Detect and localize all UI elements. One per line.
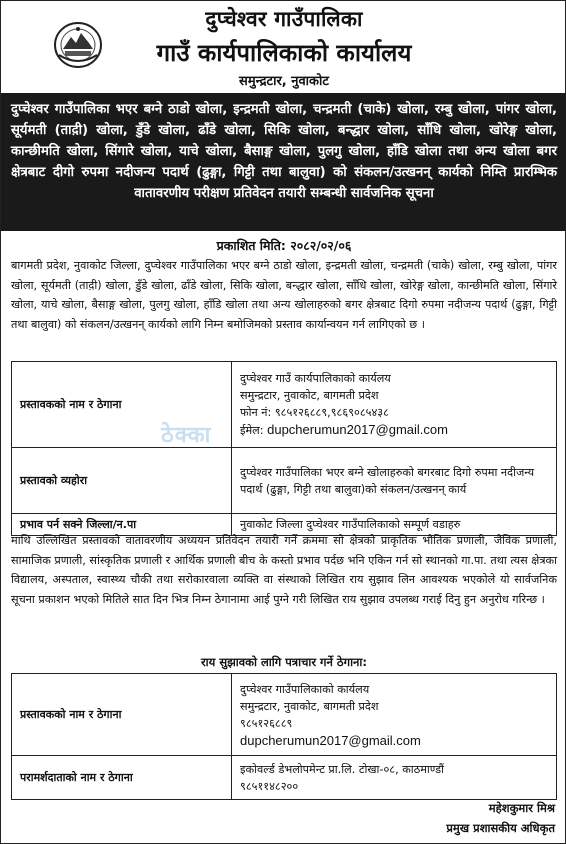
municipality-name: दुप्चेश्वर गाउँपालिका bbox=[205, 7, 363, 31]
proponent-phone: ९८५१२६८८९ bbox=[240, 716, 293, 730]
signatory-title: प्रमुख प्रशासकीय अधिकृत bbox=[446, 821, 555, 835]
proposal-description: दुप्चेश्वर गाउँपालिका भएर बग्ने खोलाहरुको बगरबाट दिगो रुपमा नदीजन्य पदार्थ (ढुङ्गा, गिट्टी तथा बालुवा)को संकलन/उत्खनन् कार्य bbox=[232, 448, 557, 514]
intro-paragraph: बागमती प्रदेश, नुवाकोट जिल्ला, दुप्चेश्वर गाउँपालिका भएर बग्ने ठाडो खोला, इन्द्रमती खोला, चन्द्रमती (चाके) खोला, रम्बु खोला, पांगर खोला, सूर्यमती (ताद़ी) खोला, डुँडे खोला, ढाँडे खोला, सिकि खोला, बन्द्धार खोला, साँधि खोला, खोरेङ्ग खोला, कान्छीमति खोला, सिंगारे खोला, याचे खोला, बैसाङ्ग खोला, पुलगु खोला, हाँडि खोला तथा अन्य खोलाहरुको बगर क्षेत्रबाट दिगो रुपमा नदीजन्य पदार्थ (ढुङ्गा, गिट्टी तथा बालुवा) को संकलन/उत्खनन् कार्यको लागि निम्न बमोजिमको प्रस्ताव कार्यान्वयन गर्न लागिएको छ । bbox=[11, 259, 557, 331]
proponent-email-line bbox=[240, 421, 548, 439]
proponent-email: dupcherumun2017@gmail.com bbox=[240, 732, 421, 748]
watermark: ठेक्का bbox=[161, 422, 212, 447]
proponent-label: प्रस्तावकको नाम र ठेगाना bbox=[12, 674, 232, 756]
notice-title: दुप्चेश्वर गाउँपालिका भएर बग्ने ठाडो खोला, इन्द्रमती खोला, चन्द्रमती (चाके) खोला, रम्बु खोला, पांगर खोला, सूर्यमती (ताद़ी) खोला, डुँडे खोला, ढाँडे खोला, सिकि खोला, बन्द्धार खोला, साँधि खोला, खोरेङ्ग खोला, कान्छीमति खोला, सिंगारे खोला, याचे खोला, बैसाङ्ग खोला, पुलगु खोला, हाँडि खोला तथा अन्य खोला बगर क्षेत्रबाट दीगो रुपमा नदीजन्य पदार्थ (ढुङ्गा, गिट्टी तथा बालुवा) को संकलन/उत्खनन् कार्यको निम्ति प्रारम्भिक वातावरणीय परीक्षण प्रतिवेदन तयारी सम्बन्धी सार्वजनिक सूचना bbox=[11, 102, 557, 201]
affected-area-label: प्रभाव पर्न सक्ने जिल्ला/न.पा bbox=[12, 514, 232, 536]
proponent-address: समुन्द्रटार, नुवाकोट, बागमती प्रदेश bbox=[240, 699, 379, 713]
office-name: गाउँ कार्यपालिकाको कार्यालय bbox=[156, 39, 412, 67]
proponent-email: dupcherumun2017@gmail.com bbox=[267, 422, 448, 437]
proponent-office: दुप्चेश्वर गाउँ कार्यपालिकाको कार्यलय bbox=[240, 372, 391, 385]
consultant-address: इकोवर्ल्ड डेभलोपमेन्ट प्रा.लि. टोखा-०८, काठमाण्डौं bbox=[240, 762, 444, 776]
address-heading: राय सुझावको लागि पत्राचार गर्ने ठेगाना: bbox=[200, 655, 368, 669]
proponent-value bbox=[232, 674, 557, 756]
consultant-phone: ९८५११४८२०० bbox=[240, 779, 299, 793]
table-row bbox=[12, 448, 557, 514]
published-date: प्रकाशित मिति: २०८२/०२/०६ bbox=[216, 238, 352, 253]
table-row bbox=[12, 362, 557, 448]
proposal-description-label: प्रस्तावको व्यहोरा bbox=[12, 448, 232, 514]
signatory-name: महेशकुमार मिश्र bbox=[488, 801, 555, 815]
proponent-address: समुन्द्रटार, नुवाकोट, बागमती प्रदेश bbox=[240, 389, 379, 402]
header bbox=[1, 1, 566, 93]
email-label: ईमेल: bbox=[240, 424, 264, 437]
proponent-value bbox=[232, 362, 557, 448]
notice-title-band bbox=[1, 93, 566, 231]
body-paragraph: माथि उल्लिखित प्रस्तावको वातावरणीय अध्ययन प्रतिवेदन तयारी गर्ने क्रममा सो क्षेत्रको प्राकृतिक भौतिक प्रणाली, जैविक प्रणाली, सामाजिक प्रणाली, सांस्कृतिक प्रणाली र आर्थिक प्रणाली बीच के कस्तो प्रभाव पर्दछ भनि एकिन गर्न सो स्थानको गा.पा. तथा त्यस क्षेत्रका विद्यालय, अस्पताल, स्वास्थ्य चौकी तथा सरोकारवाला व्यक्ति वा संस्थाको लिखित राय सुझाव लिन आवश्यक भएकोले यो सार्वजनिक सूचना प्रकाशन भएको मितिले सात दिन भित्र निम्न ठेगानामा आई पुग्ने गरी लिखित राय सुझाव उपलब्ध गराई दिनु हुन अनुरोध गरिन्छ । bbox=[11, 534, 557, 606]
proponent-phone: फोन नं: ९८५१२६८८९,९८६९०८५४३८ bbox=[240, 406, 389, 419]
table-row bbox=[12, 756, 557, 800]
proponent-label: प्रस्तावकको नाम र ठेगाना bbox=[12, 362, 232, 448]
consultant-value bbox=[232, 756, 557, 800]
proponent-office: दुप्चेश्वर गाउँपालिकाको कार्यलय bbox=[240, 682, 370, 696]
consultant-label: परामर्शदाताको नाम र ठेगाना bbox=[12, 756, 232, 800]
address-table bbox=[11, 673, 557, 800]
table-row bbox=[12, 674, 557, 756]
proposal-table bbox=[11, 361, 557, 536]
office-address: समुन्द्रटार, नुवाकोट bbox=[239, 74, 329, 89]
affected-area: नुवाकोट जिल्ला दुप्चेश्वर गाउँपालिकाको सम्पूर्ण वडाहरु bbox=[232, 514, 557, 536]
